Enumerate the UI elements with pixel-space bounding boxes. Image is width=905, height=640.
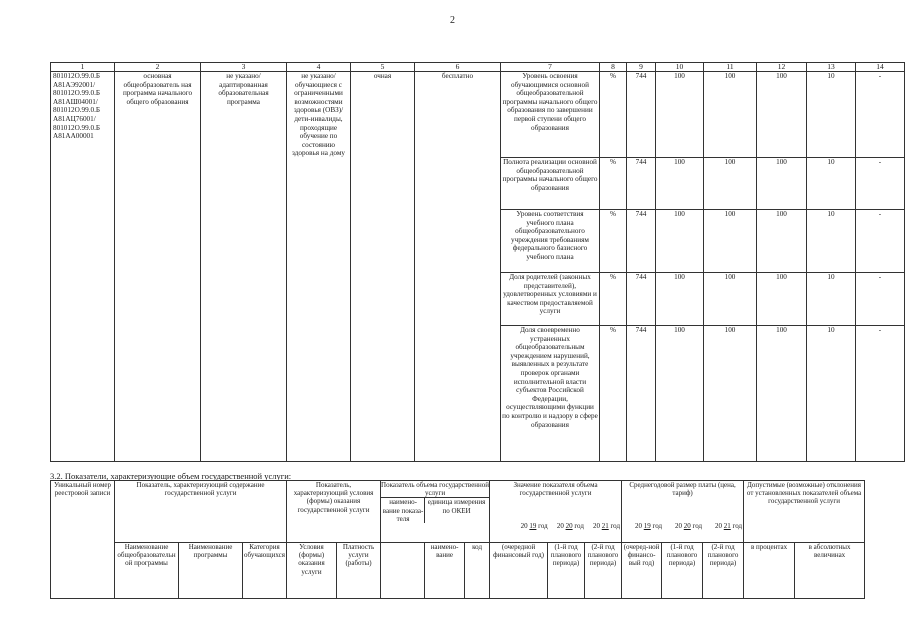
volume-note-2: (1-й год планового периода)	[548, 543, 585, 599]
deviation-abs: -	[856, 72, 905, 158]
quality-indicators-table	[50, 62, 905, 462]
okei-code: 744	[627, 326, 656, 462]
content-indicator-1: основная общеобразователь ная программа начального общего образования	[115, 72, 201, 462]
col-number: 1	[51, 63, 115, 72]
deviation-abs: -	[856, 273, 905, 326]
header-price-title: Среднегодовой размер платы (цена, тариф)	[629, 481, 736, 498]
okei-code: 744	[627, 72, 656, 158]
deviation-percent: 10	[807, 210, 856, 273]
header-deviation: Допустимые (возможные) отклонения от установленных показателей объема государственной услуги	[744, 481, 865, 543]
value-year-1: 100	[656, 210, 704, 273]
deviation-percent: 10	[807, 273, 856, 326]
volume-note-1: (очередной финансовый год)	[490, 543, 548, 599]
value-year-2: 100	[704, 158, 757, 210]
volume-subheaders	[382, 498, 488, 523]
header-volume-unit: единица измерения по ОКЕИ	[427, 498, 486, 515]
okei-code: 744	[627, 273, 656, 326]
value-year-1: 100	[656, 326, 704, 462]
volume-note-3: (2-й год планового периода)	[585, 543, 622, 599]
col-number: 12	[757, 63, 807, 72]
deviation-abs: -	[856, 326, 905, 462]
value-year-2: 100	[704, 273, 757, 326]
deviation-abs: -	[856, 158, 905, 210]
volume-indicators-table	[50, 480, 865, 599]
content-indicator-3: не указано/ обучающиеся с ограниченными возможностями здоровья (ОВЗ)/ дети-инвалиды, проходящие обучение по состоянию здоровья на дому	[287, 72, 351, 462]
value-year-1: 100	[656, 158, 704, 210]
price-note-2: (1-й год планового периода)	[662, 543, 703, 599]
price-note-3: (2-й год планового периода)	[703, 543, 744, 599]
header-unique-number: Уникальный номер реестровой записи	[51, 481, 115, 599]
value-year-1: 100	[656, 72, 704, 158]
year-1: 20 19 год	[520, 522, 548, 531]
okei-code: 744	[627, 158, 656, 210]
col-number: 2	[115, 63, 201, 72]
header-volume-indicator	[381, 481, 490, 543]
header-dev-abs: в абсолютных величинах	[795, 543, 865, 599]
header-volume-name: наимено-вание показа-теля	[382, 498, 424, 523]
col-number: 11	[704, 63, 757, 72]
header-category: Категория обучающихся	[243, 543, 287, 599]
value-year-2: 100	[704, 210, 757, 273]
value-year-3: 100	[757, 273, 807, 326]
col-number: 6	[415, 63, 501, 72]
unit-name: %	[600, 210, 627, 273]
value-year-3: 100	[757, 158, 807, 210]
col-number: 13	[807, 63, 856, 72]
unit-name: %	[600, 158, 627, 210]
header-forms: Условия (формы) оказания услуги	[287, 543, 337, 599]
condition-payment: бесплатно	[415, 72, 501, 462]
header-paid: Платность услуги (работы)	[337, 543, 381, 599]
indicator-name: Доля своевременно устраненных общеобразовательным учреждением нарушений, выявленных в результате проверок органами исполнительной власти субъектов Российской Федерации, осуществляющими функции по контролю и надзору в сфере образования	[501, 326, 600, 462]
okei-code: 744	[627, 210, 656, 273]
col-number: 9	[627, 63, 656, 72]
header-price	[622, 481, 744, 543]
deviation-percent: 10	[807, 72, 856, 158]
indicator-name: Уровень освоения обучающимися основной общеобразовательной программы начального общего образования по завершении первой ступени общего образования	[501, 72, 600, 158]
value-year-3: 100	[757, 72, 807, 158]
header-volume-values	[490, 481, 622, 543]
price-year-2: 20 20 год	[675, 522, 703, 531]
col-number: 8	[600, 63, 627, 72]
unit-name: %	[600, 326, 627, 462]
value-year-2: 100	[704, 72, 757, 158]
section-title: 3.2. Показатели, характеризующие объем государственной услуги:	[50, 471, 292, 481]
indicator-name: Доля родителей (законных представителей), удовлетворенных условиями и качеством предоставляемой услуги	[501, 273, 600, 326]
col-number: 4	[287, 63, 351, 72]
header-unit-code: код	[465, 543, 490, 599]
year-2: 20 20 год	[556, 522, 584, 531]
header-condition-indicator: Показатель, характеризующий условия (формы) оказания государственной услуги	[287, 481, 381, 543]
header-volume-title: Показатель объема государственной услуги	[381, 481, 490, 498]
value-year-3: 100	[757, 210, 807, 273]
value-year-3: 100	[757, 326, 807, 462]
deviation-abs: -	[856, 210, 905, 273]
table-row	[51, 72, 905, 158]
col-number: 10	[656, 63, 704, 72]
header-volume-name-cont	[381, 543, 425, 599]
price-year-row	[623, 522, 742, 530]
value-year-2: 100	[704, 326, 757, 462]
indicator-name: Полнота реализации основной общеобразовательной программы начального общего образования	[501, 158, 600, 210]
price-year-3: 20 21 год	[715, 522, 743, 531]
header-unit-name: наимено-вание	[425, 543, 465, 599]
unit-name: %	[600, 72, 627, 158]
column-numbers-row	[51, 63, 905, 72]
content-indicator-2: не указано/ адаптированная образовательная программа	[201, 72, 287, 462]
header-volume-values-title: Значение показателя объема государственной услуги	[513, 481, 598, 498]
price-year-1: 20 19 год	[635, 522, 663, 531]
header-content-indicator: Показатель, характеризующий содержание государственной услуги	[115, 481, 287, 543]
header-name-program: Наименование программы	[179, 543, 243, 599]
condition-form: очная	[351, 72, 415, 462]
col-number: 5	[351, 63, 415, 72]
unit-name: %	[600, 273, 627, 326]
page-number: 2	[450, 15, 455, 26]
col-number: 14	[856, 63, 905, 72]
price-note-1: (очеред-ной финансо-вый год)	[622, 543, 662, 599]
deviation-percent: 10	[807, 158, 856, 210]
header-dev-percent: в процентах	[744, 543, 795, 599]
year-3: 20 21 год	[592, 522, 621, 531]
year-row	[491, 522, 620, 530]
header-name-edu: Наименование общеобразовательной программы	[115, 543, 179, 599]
deviation-percent: 10	[807, 326, 856, 462]
col-number: 7	[501, 63, 600, 72]
registry-codes: 801012О.99.0.Б А81АЭ92001/ 801012О.99.0.Б А81АШ04001/ 801012О.99.0.Б А81АЦ76001/ 801012О.99.0.Б А81АА00001	[51, 72, 115, 462]
header-row	[51, 481, 865, 543]
indicator-name: Уровень соответствия учебного плана общеобразовательного учреждения требованиям федерального базисного учебного плана	[501, 210, 600, 273]
col-number: 3	[201, 63, 287, 72]
subheader-row	[51, 543, 865, 599]
value-year-1: 100	[656, 273, 704, 326]
